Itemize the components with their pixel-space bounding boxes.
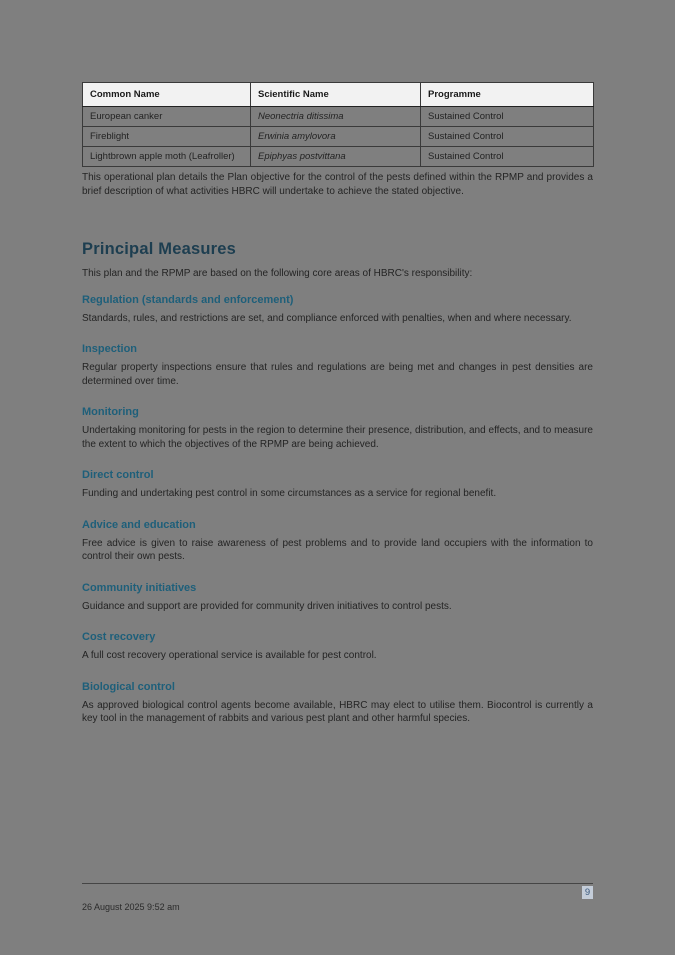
principal-measures-title: Principal Measures — [82, 240, 237, 258]
section-cost-recovery — [82, 631, 593, 663]
section-heading: Inspection — [82, 343, 138, 355]
page-number-field[interactable]: 9 — [582, 886, 593, 899]
cell-common-name: Lightbrown apple moth (Leafroller) — [83, 147, 251, 167]
section-body: As approved biological control agents become available, HBRC may elect to utilise them. Biocontrol is currently a key tool in the management of rabbits and various pest plant and other harmful species. — [82, 699, 593, 724]
section-heading: Community initiatives — [82, 581, 197, 594]
section-heading: Cost recovery — [82, 631, 156, 643]
section-body: Free advice is given to raise awareness of pest problems and to provide land occupiers with the information to control their own pests. — [82, 537, 593, 562]
section-body: Undertaking monitoring for pests in the region to determine their presence, distribution, and effects, and to measure the extent to which the objectives of the RPMP are being achieved. — [82, 425, 593, 450]
section-heading: Monitoring — [82, 406, 139, 418]
section-inspection — [82, 343, 593, 388]
cell-programme: Sustained Control — [421, 107, 594, 127]
cell-programme: Sustained Control — [421, 147, 594, 167]
cell-scientific-name: Epiphyas postvittana — [251, 147, 421, 167]
section-heading: Regulation (standards and enforcement) — [82, 293, 294, 306]
section-biological-control — [82, 681, 593, 726]
cell-common-name: Fireblight — [83, 127, 251, 147]
section-body: Funding and undertaking pest control in some circumstances as a service for regional benefit. — [82, 488, 497, 499]
col-header-programme: Programme — [421, 83, 594, 107]
page-footer — [82, 883, 593, 912]
footer-datetime: 26 August 2025 9:52 am — [82, 902, 180, 912]
col-header-scientific-name: Scientific Name — [251, 83, 421, 107]
cell-programme: Sustained Control — [421, 127, 594, 147]
principal-measures-lead: This plan and the RPMP are based on the following core areas of HBRC's responsibility: — [82, 268, 473, 279]
section-body: A full cost recovery operational service is available for pest control. — [82, 650, 377, 661]
section-advice-education — [82, 519, 593, 564]
col-header-common-name: Common Name — [83, 83, 251, 107]
section-regulation — [82, 294, 593, 326]
section-heading: Advice and education — [82, 518, 196, 531]
section-body: Guidance and support are provided for community driven initiatives to control pests. — [82, 600, 452, 612]
cell-common-name: European canker — [83, 107, 251, 127]
page-number-row — [82, 886, 593, 899]
table-row — [83, 147, 594, 167]
section-body: Standards, rules, and restrictions are set, and compliance enforced with penalties, when and where necessary. — [82, 312, 572, 324]
cell-scientific-name: Erwinia amylovora — [251, 127, 421, 147]
section-community-initiatives — [82, 582, 593, 614]
section-heading: Biological control — [82, 680, 175, 693]
section-direct-control — [82, 469, 593, 501]
pest-table — [82, 82, 594, 167]
cell-scientific-name: Neonectria ditissima — [251, 107, 421, 127]
section-body: Regular property inspections ensure that rules and regulations are being met and changes in pest densities are determined over time. — [82, 362, 593, 387]
section-monitoring — [82, 406, 593, 451]
intro-paragraph: This operational plan details the Plan objective for the control of the pests defined within the RPMP and provides a brief description of what activities HBRC will undertake to achieve the stated objective. — [82, 172, 593, 197]
table-header-row — [83, 83, 594, 107]
table-row — [83, 127, 594, 147]
section-heading: Direct control — [82, 469, 154, 481]
document-page — [82, 82, 593, 726]
table-row — [83, 107, 594, 127]
